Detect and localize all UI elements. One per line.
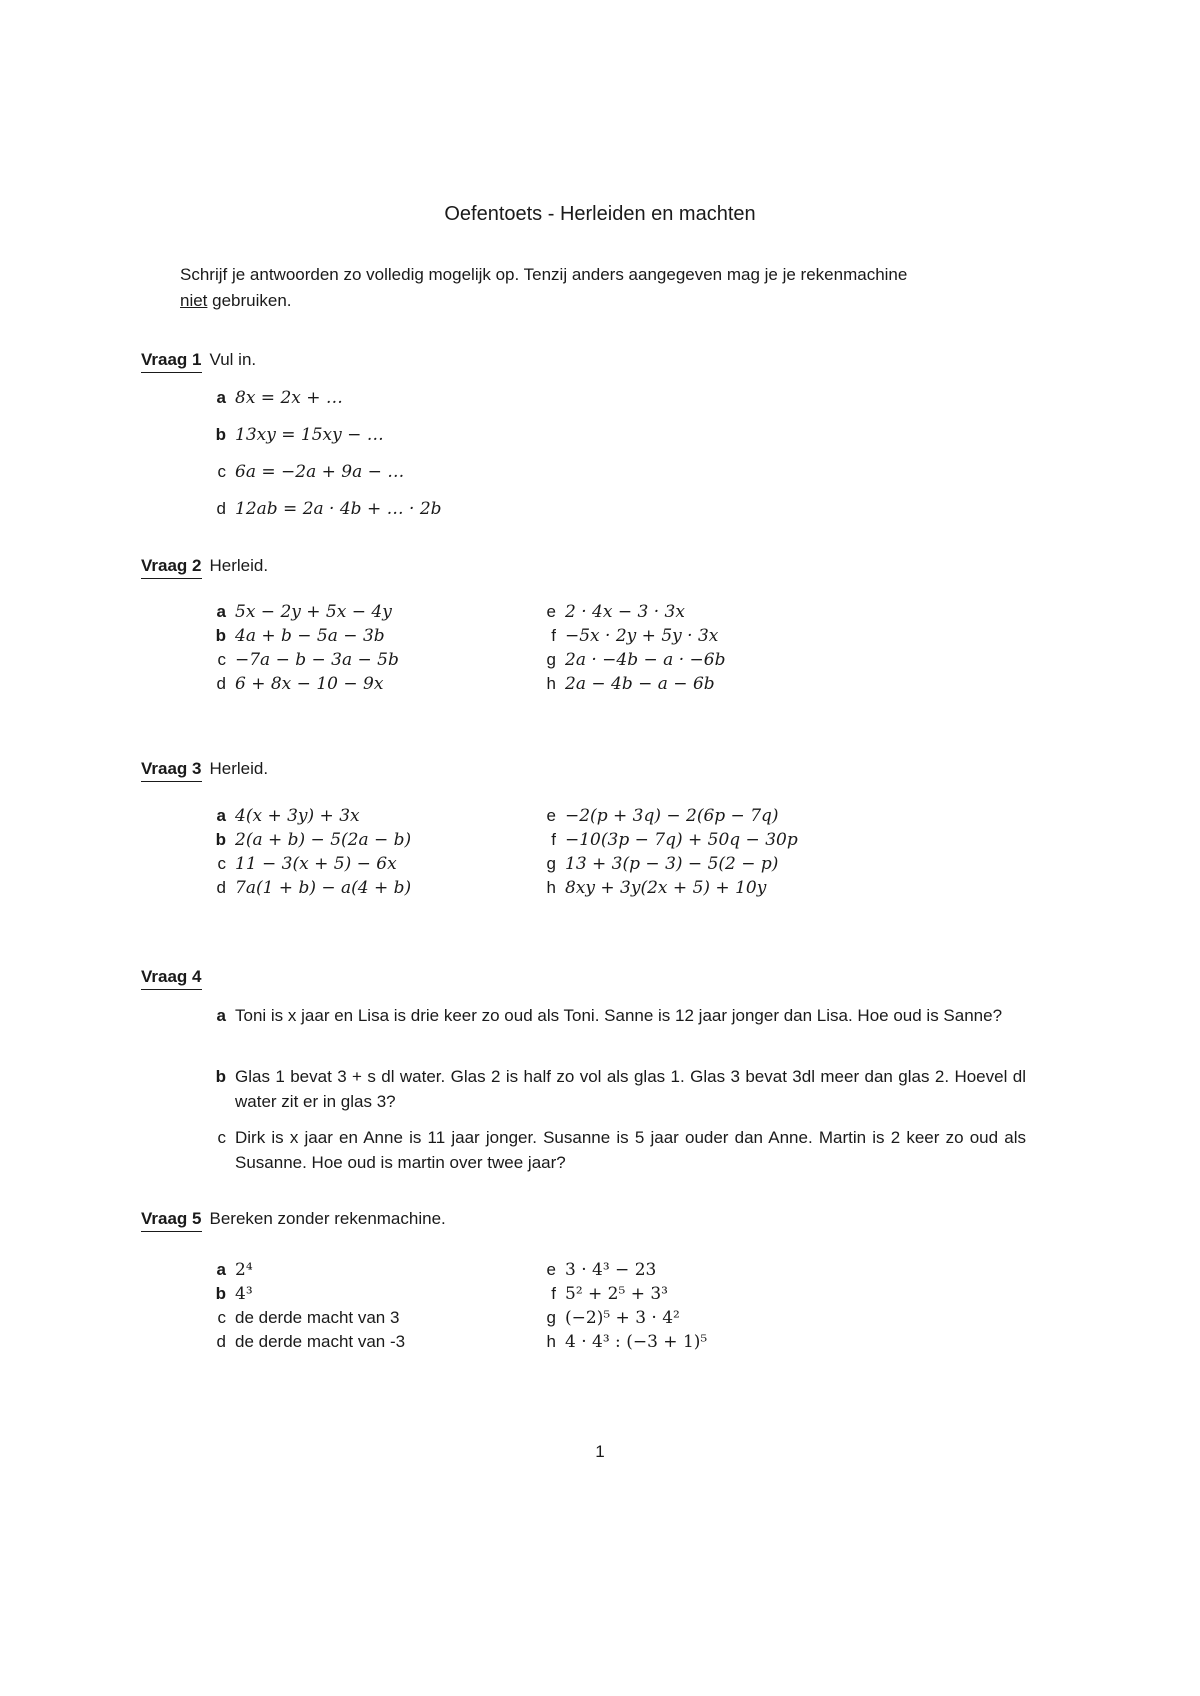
item-letter: c [217,462,226,481]
question-label: Vraag 1 [141,350,202,373]
item-letter: a [216,602,226,621]
item-expression: 4 · 4³ : (−3 + 1)⁵ [565,1332,708,1352]
item-expression: 4³ [235,1284,253,1304]
item-expression: 13xy = 15xy − … [235,425,384,445]
item-letter: h [546,674,556,693]
item-letter: c [217,854,226,873]
question-item [536,1308,680,1328]
item-expression: 4a + b − 5a − 3b [235,626,385,646]
item-letter: e [546,602,556,621]
question-item [206,1308,399,1328]
question-item [206,674,383,694]
item-expression: 11 − 3(x + 5) − 6x [235,854,397,874]
item-letter: g [546,1308,556,1327]
item-expression: 6 + 8x − 10 − 9x [235,674,384,694]
item-expression: de derde macht van -3 [235,1332,406,1351]
item-expression: 12ab = 2a · 4b + … · 2b [235,499,442,519]
question-instruction: Vul in. [209,350,257,369]
question-item [206,854,397,874]
question-label: Vraag 4 [141,967,202,990]
question-item [536,602,685,622]
item-letter: f [551,626,556,645]
question-item [206,425,384,445]
item-expression: 5² + 2⁵ + 3³ [565,1284,668,1304]
question-item [206,650,399,670]
question-instruction: Herleid. [209,556,269,575]
instructions-line2: gebruiken. [207,291,292,310]
question-item [206,1332,405,1352]
item-letter: h [546,878,556,897]
item-letter: d [216,878,226,897]
question-item [536,830,798,850]
item-expression: 3 · 4³ − 23 [565,1260,657,1280]
item-expression: (−2)⁵ + 3 · 4² [565,1308,680,1328]
question-item [206,462,404,482]
item-text: Dirk is x jaar en Anne is 11 jaar jonger. Susanne is 5 jaar ouder dan Anne. Martin is 2 keer zo oud als Susanne. Hoe oud is martin over twee jaar? [235,1128,1026,1172]
question-item [206,499,442,519]
item-letter: b [215,626,226,645]
item-expression: 2a − 4b − a − 6b [565,674,715,694]
item-letter: d [216,499,226,518]
item-letter: a [216,1260,226,1279]
item-letter: a [216,388,226,407]
question-5-header [141,1209,446,1232]
question-label: Vraag 3 [141,759,202,782]
item-expression: de derde macht van 3 [235,1308,400,1327]
question-label: Vraag 5 [141,1209,202,1232]
question-item [536,878,766,898]
item-expression: 8x = 2x + … [235,388,343,408]
item-expression: 13 + 3(p − 3) − 5(2 − p) [565,854,779,874]
item-letter: g [546,854,556,873]
question-instruction: Herleid. [209,759,269,778]
question-item [206,1260,253,1280]
item-letter: e [546,806,556,825]
item-expression: −5x · 2y + 5y · 3x [565,626,719,646]
question-item [536,854,778,874]
item-expression: 6a = −2a + 9a − … [235,462,405,482]
instructions-line1: Schrijf je antwoorden zo volledig mogelijk op. Tenzij anders aangegeven mag je je rekenmachine [180,265,908,284]
item-letter: a [216,806,226,825]
item-expression: −2(p + 3q) − 2(6p − 7q) [565,806,779,826]
item-letter: g [546,650,556,669]
item-expression: 8xy + 3y(2x + 5) + 10y [565,878,767,898]
question-2-header [141,556,268,579]
page-title: Oefentoets - Herleiden en machten [444,203,756,225]
question-item [536,1260,656,1280]
page-number: 1 [595,1442,605,1461]
question-item [536,806,779,826]
item-expression: 4(x + 3y) + 3x [235,806,360,826]
item-letter: b [215,1284,226,1303]
item-letter: h [546,1332,556,1351]
question-item [206,602,392,622]
item-letter: e [546,1260,556,1279]
question-item [206,1003,1026,1028]
question-item [536,1284,668,1304]
item-letter: b [215,830,226,849]
item-expression: 2(a + b) − 5(2a − b) [235,830,412,850]
item-letter: a [216,1006,226,1025]
question-3-header [141,759,268,782]
question-instruction: Bereken zonder rekenmachine. [209,1209,446,1228]
item-letter: d [216,1332,226,1351]
item-letter: d [216,674,226,693]
instructions [180,262,1025,314]
item-letter: c [217,1308,226,1327]
item-expression: −10(3p − 7q) + 50q − 30p [565,830,798,850]
question-item [536,626,718,646]
item-expression: 5x − 2y + 5x − 4y [235,602,392,622]
question-item [206,878,411,898]
item-expression: 7a(1 + b) − a(4 + b) [235,878,412,898]
item-letter: f [551,1284,556,1303]
question-item [206,830,411,850]
question-1-header [141,350,256,373]
instructions-underlined: niet [180,291,208,310]
item-expression: 2⁴ [235,1260,253,1280]
item-expression: −7a − b − 3a − 5b [235,650,399,670]
question-4-header [141,967,210,990]
question-item [206,806,360,826]
question-item [206,1125,1026,1175]
item-text: Toni is x jaar en Lisa is drie keer zo oud als Toni. Sanne is 12 jaar jonger dan Lisa. Hoe oud is Sanne? [235,1006,1003,1025]
question-item [206,1064,1026,1114]
item-letter: b [215,1067,226,1086]
item-expression: 2a · −4b − a · −6b [565,650,726,670]
item-expression: 2 · 4x − 3 · 3x [565,602,685,622]
question-item [206,388,343,408]
item-letter: c [217,1128,226,1147]
item-letter: b [215,425,226,444]
item-letter: c [217,650,226,669]
question-item [206,1284,253,1304]
question-item [536,650,725,670]
item-letter: f [551,830,556,849]
question-item [206,626,385,646]
question-item [536,1332,707,1352]
question-item [536,674,715,694]
item-text: Glas 1 bevat 3 + s dl water. Glas 2 is half zo vol als glas 1. Glas 3 bevat 3dl meer dan glas 2. Hoevel dl water zit er in glas 3? [235,1067,1026,1111]
question-label: Vraag 2 [141,556,202,579]
